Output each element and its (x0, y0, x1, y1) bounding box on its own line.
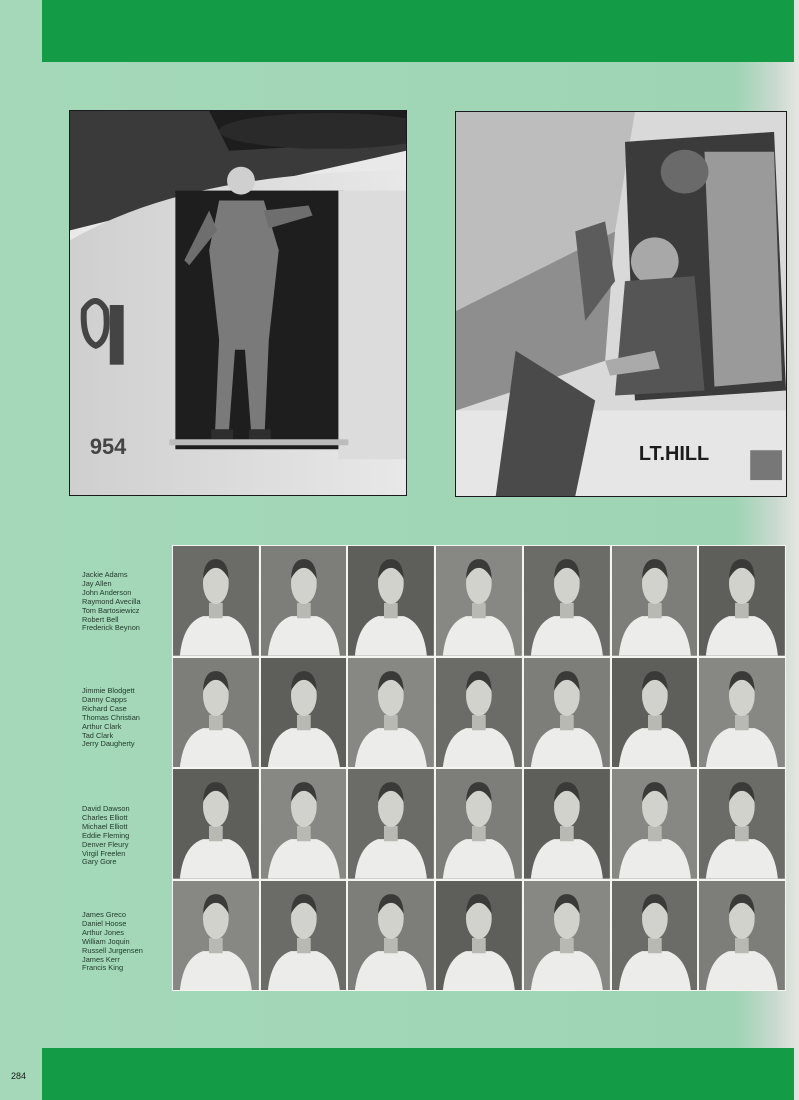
name-entry: Jay Allen (82, 578, 112, 588)
name-entry: Arthur Jones (82, 927, 124, 937)
portrait-photo (436, 881, 522, 991)
portrait-photo (699, 881, 785, 991)
portrait-grid (172, 545, 786, 991)
name-list-row-2 (82, 687, 140, 749)
name-entry: Jackie Adams (82, 570, 128, 579)
portrait-photo (261, 546, 347, 656)
name-entry: Arthur Clark (82, 721, 122, 731)
name-entry: Jimmie Blodgett (82, 686, 135, 695)
top-green-band (42, 0, 794, 62)
portrait-photo (524, 658, 610, 768)
photo-pilot-cockpit (455, 111, 787, 497)
name-entry: Frederick Beynon (82, 623, 140, 633)
name-entry: John Anderson (82, 587, 132, 597)
portrait-photo (612, 546, 698, 656)
portrait-photo (436, 769, 522, 879)
portrait-photo (524, 546, 610, 656)
portrait-photo (524, 769, 610, 879)
portrait-photo (173, 769, 259, 879)
photo-crewman-helicopter-door (69, 110, 407, 496)
name-entry: James Kerr (82, 954, 120, 964)
name-entry: Gary Gore (82, 857, 117, 867)
portrait-photo (612, 881, 698, 991)
portrait-photo (261, 881, 347, 991)
portrait-photo (524, 881, 610, 991)
name-list-row-3 (82, 805, 130, 867)
name-entry: Charles Elliott (82, 812, 128, 822)
portrait-photo (612, 769, 698, 879)
portrait-photo (699, 658, 785, 768)
name-list-row-1 (82, 571, 141, 633)
name-entry: Virgil Freelen (82, 848, 126, 858)
name-entry: James Greco (82, 910, 126, 919)
name-entry: Thomas Christian (82, 712, 140, 722)
name-entry: Tad Clark (82, 730, 114, 740)
portrait-photo (436, 546, 522, 656)
name-entry: Daniel Hoose (82, 918, 127, 928)
name-entry: Denver Fleury (82, 839, 129, 849)
name-entry: Tom Bartosiewicz (82, 605, 140, 615)
name-entry: Robert Bell (82, 614, 119, 624)
portrait-photo (436, 658, 522, 768)
portrait-photo (348, 546, 434, 656)
portrait-photo (261, 769, 347, 879)
portrait-photo (612, 658, 698, 768)
name-entry: Richard Case (82, 703, 127, 713)
portrait-photo (261, 658, 347, 768)
name-entry: William Joquin (82, 936, 130, 946)
name-entry: Danny Capps (82, 694, 127, 704)
name-list-row-4 (82, 911, 143, 973)
portrait-photo (699, 769, 785, 879)
portrait-photo (699, 546, 785, 656)
name-entry: David Dawson (82, 804, 130, 813)
portrait-photo (173, 546, 259, 656)
name-entry: Francis King (82, 963, 124, 973)
name-entry: Russell Jurgensen (82, 945, 143, 955)
portrait-photo (348, 881, 434, 991)
nameplate-text: LT.HILL (638, 443, 710, 466)
name-entry: Raymond Avecilla (82, 596, 141, 606)
portrait-photo (348, 658, 434, 768)
bottom-green-band (42, 1048, 794, 1100)
name-entry: Jerry Daugherty (82, 739, 135, 749)
name-entry: Eddie Fleming (82, 830, 130, 840)
page-number: 284 (11, 1071, 27, 1081)
svg-text:954: 954 (89, 434, 127, 460)
portrait-photo (173, 658, 259, 768)
portrait-photo (173, 881, 259, 991)
portrait-photo (348, 769, 434, 879)
name-entry: Michael Elliott (82, 821, 128, 831)
